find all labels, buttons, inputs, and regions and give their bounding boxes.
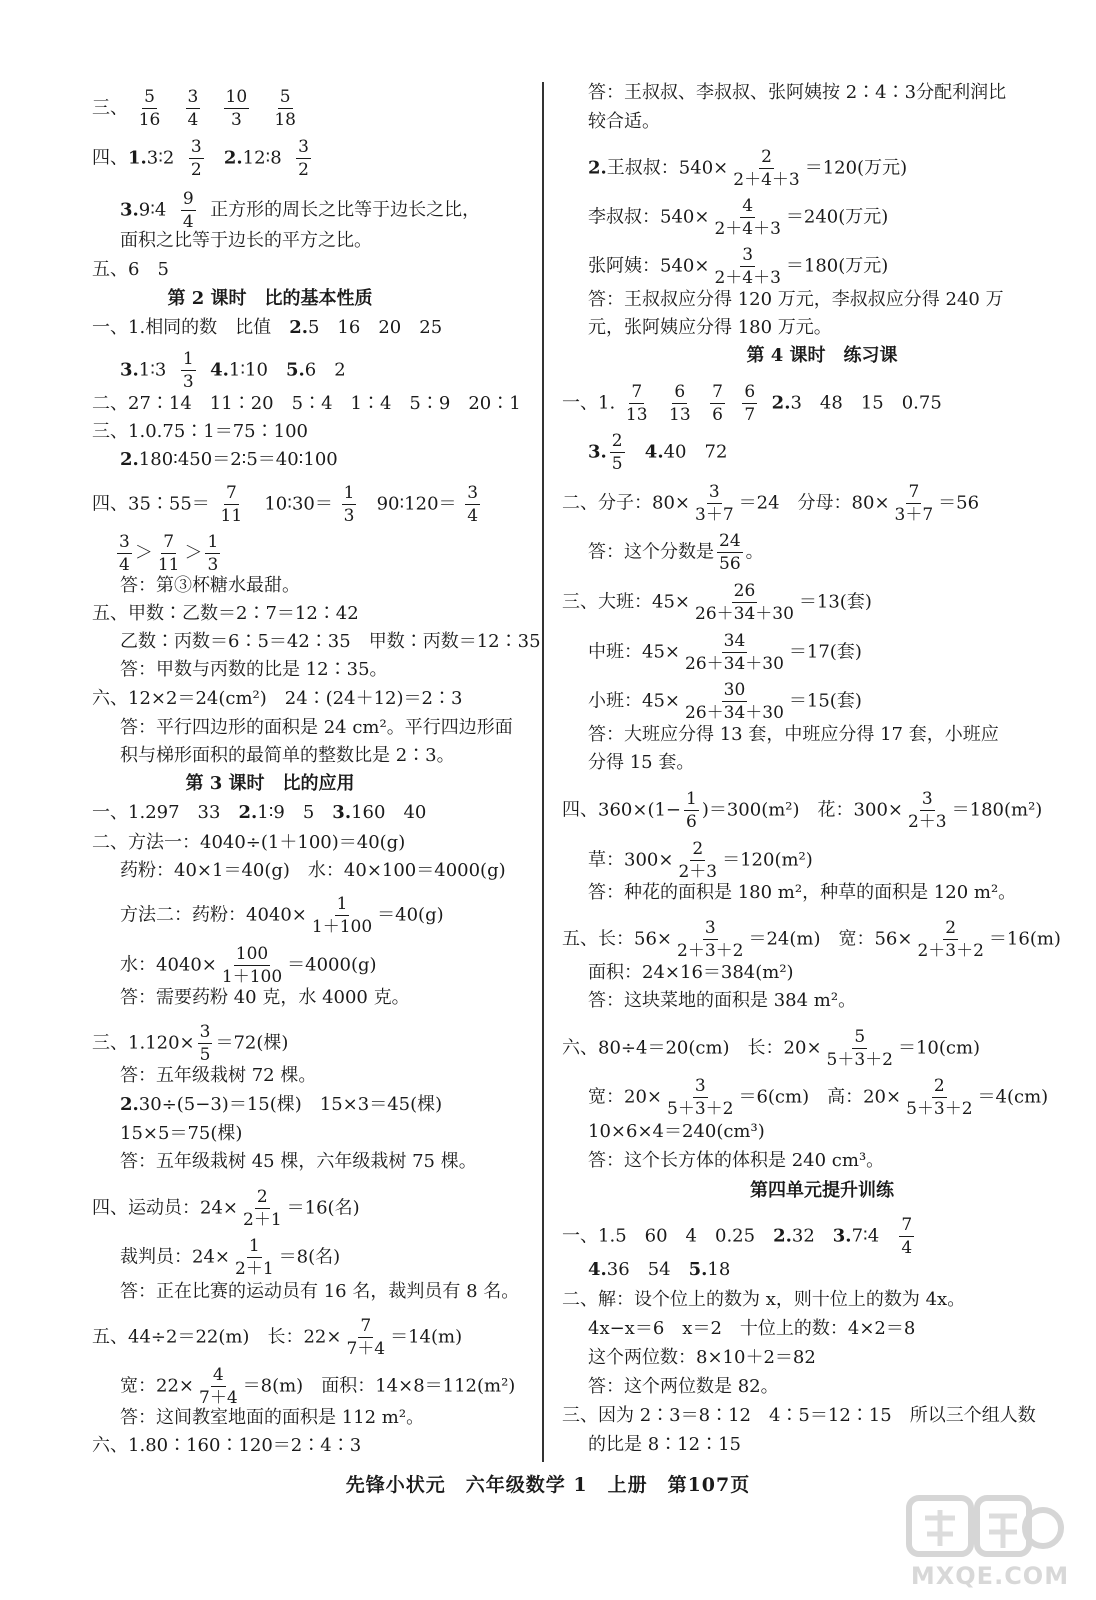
answer-line: 这个两位数：8×10＋2＝82 [588, 1347, 816, 1368]
answer-line: 五、44÷2＝22(m) 长：22× $\frac{7}{7+4}$ ＝14(m) [92, 1316, 463, 1359]
answer-line: 二、方法一：4040÷(1＋100)＝40(g) [92, 832, 406, 853]
answer-line: 答：五年级栽树 72 棵。 [120, 1065, 317, 1086]
answer-line: 草：300× $\frac{2}{2+3}$ ＝120(m²) [588, 839, 813, 882]
answer-line: 三、 $\frac{5}{16}$ $\frac{3}{4}$ $\frac{10}{3}$ $\frac{5}{18}$ [92, 87, 296, 130]
column-divider [542, 82, 544, 1462]
lesson-heading: 第 4 课时 练习课 [746, 345, 898, 366]
answer-line: 面积：24×16＝384(m²) [588, 962, 794, 983]
answer-line: 乙数∶丙数＝6∶5＝42∶35 甲数∶丙数＝12∶35 [120, 631, 541, 652]
answer-line: 五、6 5 [92, 259, 169, 280]
answer-line: 李叔叔：540× $\frac{4}{2+4+3}$ ＝240(万元) [588, 196, 889, 239]
answer-line: 答：五年级栽树 45 棵，六年级栽树 75 棵。 [120, 1151, 477, 1172]
answer-line: 一、1.297 33 2.1∶9 5 3.160 40 [92, 802, 427, 823]
answer-line: 元，张阿姨应分得 180 万元。 [588, 317, 832, 338]
lesson-heading: 第 3 课时 比的应用 [185, 773, 355, 794]
answer-line: 二、解：设个位上的数为 x，则十位上的数为 4x。 [562, 1289, 966, 1310]
answer-line: 面积之比等于边长的平方之比。 [120, 230, 372, 251]
answer-line: 2.30÷(5−3)＝15(棵) 15×3＝45(棵) [120, 1094, 443, 1115]
answer-line: 宽：22× $\frac{4}{7+4}$ ＝8(m) 面积：14×8＝112(m²) [120, 1365, 516, 1408]
answer-line: $\frac{3}{4}$ ＞ $\frac{7}{11}$ ＞ $\frac{1}{3}$ [119, 532, 219, 575]
answer-line: 三、因为 2∶3＝8∶12 4∶5＝12∶15 所以三个组人数 [562, 1405, 1036, 1426]
answer-line: 三、1.0.75∶1＝75∶100 [92, 421, 308, 442]
answer-line: 15×5＝75(棵) [120, 1123, 243, 1144]
answer-line: 二、分子：80× $\frac{3}{3+7}$ ＝24 分母：80× $\frac{7}{3+7}$ ＝56 [562, 482, 980, 525]
answer-line: 答：这个分数是 $\frac{24}{56}$ 。 [588, 531, 764, 574]
answer-line: 五、长：56× $\frac{3}{2+3+2}$ ＝24(m) 宽：56× $\frac{2}{2+3+2}$ ＝16(m) [562, 918, 1061, 961]
unit-heading: 第四单元提升训练 [750, 1180, 894, 1201]
answer-line: 六、1.80∶160∶120＝2∶4∶3 [92, 1435, 362, 1456]
answer-line: 四、1.3∶2 $\frac{3}{2}$ 2.12∶8 $\frac{3}{2}$ [92, 137, 309, 180]
answer-line: 答：这个长方体的体积是 240 cm³。 [588, 1150, 885, 1171]
answer-line: 三、1.120× $\frac{3}{5}$ ＝72(棵) [92, 1022, 289, 1065]
answer-line: 方法二：药粉：4040× $\frac{1}{1+100}$ ＝40(g) [120, 894, 444, 937]
answer-line: 答：第③杯糖水最甜。 [120, 575, 300, 596]
answer-line: 答：正在比赛的运动员有 16 名，裁判员有 8 名。 [120, 1281, 520, 1302]
answer-line: 10×6×4＝240(cm³) [588, 1121, 765, 1142]
answer-line: 裁判员：24× $\frac{1}{2+1}$ ＝8(名) [120, 1236, 341, 1279]
answer-stamp-icon [905, 1488, 1065, 1562]
page-footer: 先锋小状元 六年级数学 1 上册 第107页 [345, 1474, 751, 1496]
answer-line: 3.1∶3 $\frac{1}{3}$ 4.1∶10 5.6 2 [120, 349, 346, 392]
answer-line: 的比是 8∶12∶15 [588, 1434, 741, 1455]
answer-line: 答：需要药粉 40 克，水 4000 克。 [120, 987, 410, 1008]
answer-line: 六、80÷4＝20(cm) 长：20× $\frac{5}{5+3+2}$ ＝10(cm) [562, 1027, 981, 1070]
answer-line: 分得 15 套。 [588, 752, 695, 773]
answer-line: 答：这间教室地面的面积是 112 m²。 [120, 1407, 425, 1428]
answer-line: 四、360×(1− $\frac{1}{6}$ )＝300(m²) 花：300× $\frac{3}{2+3}$ ＝180(m²) [562, 789, 1043, 832]
answer-line: 四、35∶55＝ $\frac{7}{11}$ 10∶30＝ $\frac{1}{3}$ 90∶120＝ $\frac{3}{4}$ [92, 483, 479, 526]
answer-line: 中班：45× $\frac{34}{26+34+30}$ ＝17(套) [588, 631, 862, 674]
answer-line: 药粉：40×1＝40(g) 水：40×100＝4000(g) [120, 860, 506, 881]
answer-line: 张阿姨：540× $\frac{3}{2+4+3}$ ＝180(万元) [588, 245, 889, 288]
answer-line: 3. $\frac{2}{5}$ 4.40 72 [588, 431, 728, 474]
answer-line: 一、1. $\frac{7}{13}$ $\frac{6}{13}$ $\frac{7}{6}$ $\frac{6}{7}$ 2.3 48 15 0.75 [562, 382, 942, 425]
answer-line: 答：这个两位数是 82。 [588, 1376, 779, 1397]
answer-line: 2.王叔叔：540× $\frac{2}{2+4+3}$ ＝120(万元) [588, 147, 908, 190]
answer-line: 一、1.5 60 4 0.25 2.32 3.7∶4 $\frac{7}{4}$ [562, 1215, 913, 1258]
answer-line: 二、27∶14 11∶20 5∶4 1∶4 5∶9 20∶1 [92, 393, 521, 414]
answer-line: 宽：20× $\frac{3}{5+3+2}$ ＝6(cm) 高：20× $\frac{2}{5+3+2}$ ＝4(cm) [588, 1076, 1049, 1119]
answer-line: 一、1.相同的数 比值 2.5 16 20 25 [92, 317, 443, 338]
answer-line: 三、大班：45× $\frac{26}{26+34+30}$ ＝13(套) [562, 581, 872, 624]
answer-line: 答：大班应分得 13 套，中班应分得 17 套，小班应 [588, 724, 999, 745]
answer-line: 答：王叔叔、李叔叔、张阿姨按 2∶4∶3分配利润比 [588, 82, 1007, 103]
answer-line: 4.36 54 5.18 [588, 1259, 731, 1280]
lesson-heading: 第 2 课时 比的基本性质 [167, 288, 373, 309]
answer-line: 3.9∶4 $\frac{9}{4}$ 正方形的周长之比等于边长之比， [120, 189, 481, 232]
watermark-text: MXQE.COM [910, 1562, 1070, 1590]
answer-line: 4x−x＝6 x＝2 十位上的数：4×2＝8 [588, 1318, 916, 1339]
answer-line: 较合适。 [588, 111, 660, 132]
answer-line: 答：种花的面积是 180 m²，种草的面积是 120 m²。 [588, 882, 1017, 903]
answer-line: 答：这块菜地的面积是 384 m²。 [588, 990, 857, 1011]
answer-line: 六、12×2＝24(cm²) 24∶(24＋12)＝2∶3 [92, 688, 463, 709]
answer-line: 四、运动员：24× $\frac{2}{2+1}$ ＝16(名) [92, 1187, 360, 1230]
answer-line: 答：平行四边形的面积是 24 cm²。平行四边形面 [120, 717, 513, 738]
answer-line: 小班：45× $\frac{30}{26+34+30}$ ＝15(套) [588, 680, 862, 723]
answer-line: 答：甲数与丙数的比是 12∶35。 [120, 659, 388, 680]
answer-line: 2.180∶450＝2∶5＝40∶100 [120, 449, 338, 470]
answer-line: 五、甲数∶乙数＝2∶7＝12∶42 [92, 603, 359, 624]
answer-line: 水：4040× $\frac{100}{1+100}$ ＝4000(g) [120, 944, 377, 987]
answer-line: 积与梯形面积的最简单的整数比是 2∶3。 [120, 745, 455, 766]
answer-line: 答：王叔叔应分得 120 万元，李叔叔应分得 240 万 [588, 289, 1004, 310]
